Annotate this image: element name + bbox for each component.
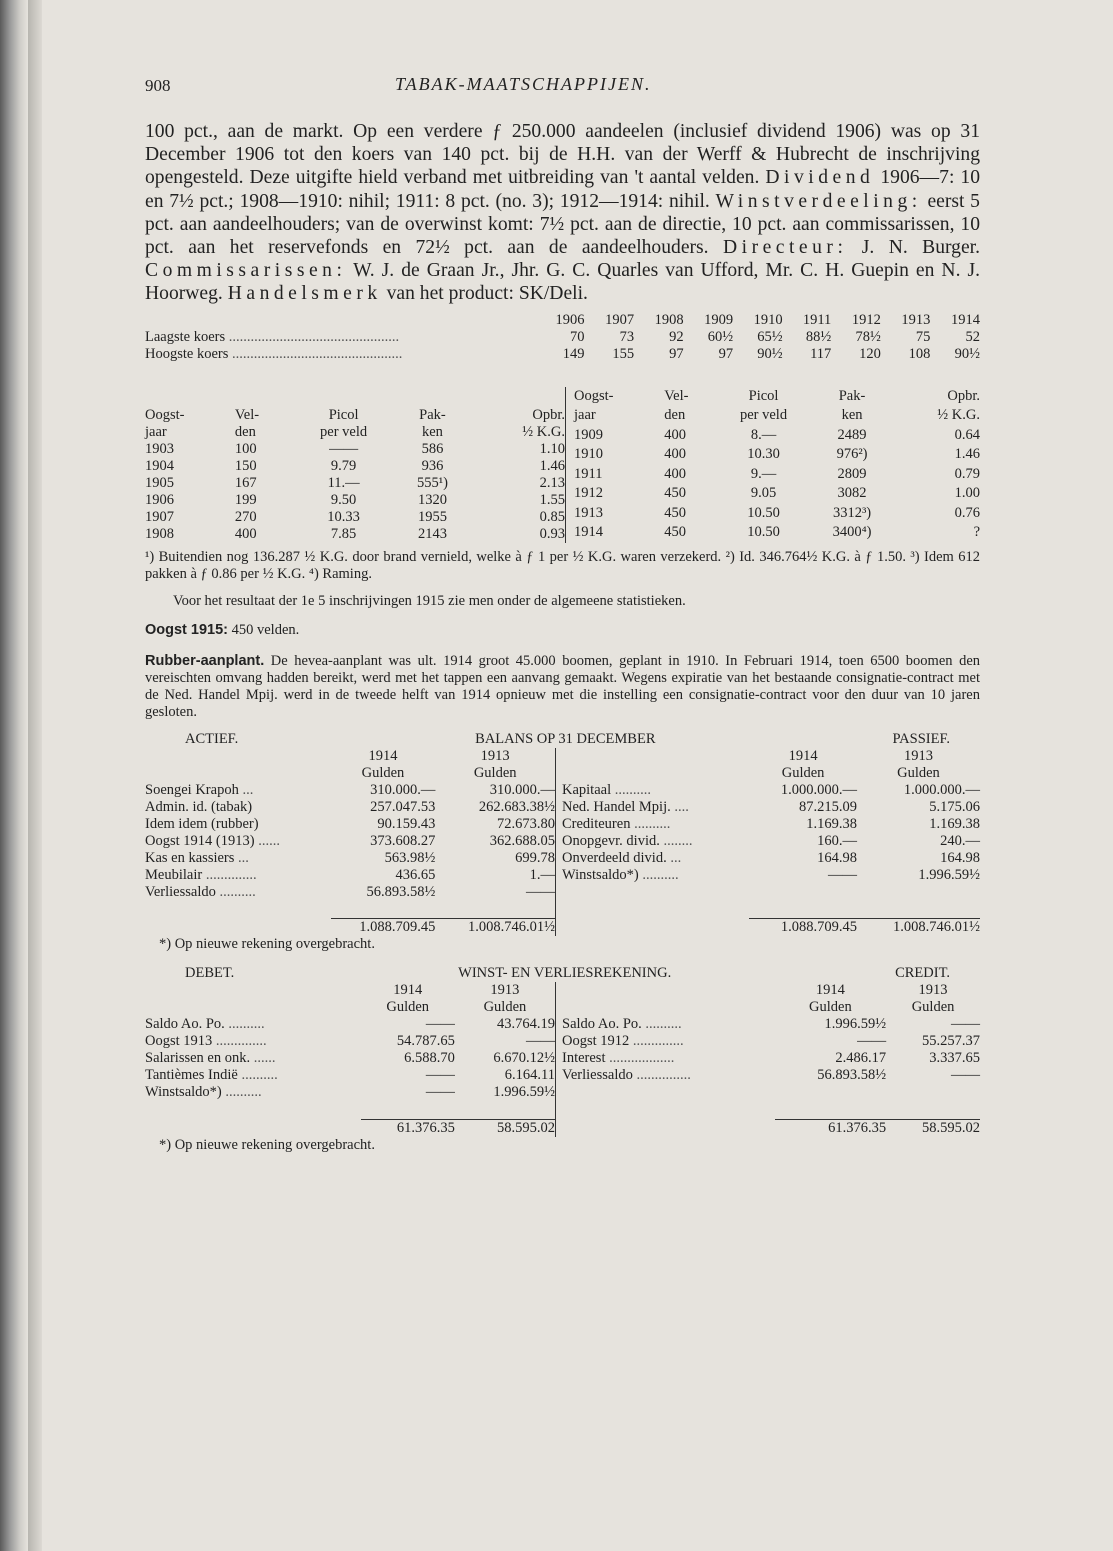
koersen-year-row [145, 312, 980, 329]
col-header: ken [841, 407, 863, 424]
directeur-text: J. N. Burger. [861, 237, 980, 259]
table-row: Admin. id. (tabak) 257.047.53 262.683.38½ [145, 798, 555, 815]
col-header: Picol [328, 406, 359, 423]
balans-sheet [145, 748, 980, 937]
winstverdeeling-label: Winstverdeeling: [715, 190, 922, 212]
winst-debet-table: 1914 1913 Gulden Gulden Saldo Ao. Po. .......... —— 43.764.19 Oogst 1913 .............. 54.787.65 —— Salarissen en onk. ...... 6.588.70 6.670.12½ Tantièmes Indië .......... —— 6.164.11 Winstsaldo*) .......... —— 1.996.59½ 61.376.35 58.595.02 [145, 982, 555, 1136]
table-row: 1909 400 8.— 2489 0.64 [574, 426, 980, 443]
table-row: 1903 100 —— 586 1.10 [145, 440, 565, 457]
table-row: Verliessaldo ............... 56.893.58½ —— [562, 1067, 980, 1084]
table-row: Saldo Ao. Po. .......... —— 43.764.19 [145, 1016, 555, 1033]
winst-center-title: WINST- EN VERLIESREKENING. [458, 965, 672, 982]
table-row: Idem idem (rubber) 90.159.43 72.673.80 [145, 815, 555, 832]
table-row: Crediteuren .......... 1.169.38 1.169.38 [562, 815, 980, 832]
year-cell: 1906 [555, 311, 585, 328]
year-cell: 1909 [704, 311, 734, 328]
value-cell: 90½ [954, 345, 980, 362]
table-row: 1908 400 7.85 2143 0.93 [145, 525, 565, 542]
oogst-footnotes: ¹) Buitendien nog 136.287 ½ K.G. door brand vernield, welke à ƒ 1 per ½ K.G. waren verzekerd. ²) Id. 346.764½ K.G. à ƒ 1.50. ³) Idem 612 pakken à ƒ 0.86 per ½ K.G. ⁴) Raming. [145, 548, 980, 582]
page-header [145, 70, 980, 100]
koersen-row: Laagste koers ............................................... 70 73 92 60½ 65½ 88½ 78½ 75 52 [145, 328, 980, 345]
table-row: Interest .................. 2.486.17 3.337.65 [562, 1050, 980, 1067]
table-row: Oogst 1912 .............. —— 55.257.37 [562, 1033, 980, 1050]
winst-right-title: CREDIT. [895, 965, 950, 982]
winst-sheet [145, 982, 980, 1137]
book-binding [0, 0, 28, 1551]
intro-paragraph [145, 120, 980, 306]
value-cell: 92 [669, 328, 684, 345]
oogst-tables [145, 387, 980, 543]
commissarissen-label: Commissarissen: [145, 260, 347, 282]
year-cell: 1912 [851, 311, 881, 328]
balans-right-title: PASSIEF. [892, 730, 950, 747]
table-row: Winstsaldo*) .......... —— 1.996.59½ [562, 866, 980, 883]
col-header: ½ K.G. [522, 423, 565, 440]
value-cell: 78½ [855, 328, 881, 345]
koersen-table [145, 312, 980, 363]
table-row: Kas en kassiers ... 563.98½ 699.78 [145, 849, 555, 866]
balans-left-title: ACTIEF. [185, 730, 239, 747]
table-row: 1913 450 10.50 3312³) 0.76 [574, 504, 980, 521]
table-row: Oogst 1913 .............. 54.787.65 —— [145, 1033, 555, 1050]
page-edge [28, 0, 42, 1551]
table-row: Winstsaldo*) .......... —— 1.996.59½ [145, 1084, 555, 1101]
oogst-1915-label: Oogst 1915: [145, 621, 228, 638]
page [145, 70, 980, 1154]
col-header: Oogst- [145, 406, 185, 423]
running-title: TABAK-MAATSCHAPPIJEN. [395, 74, 652, 94]
table-row: Onopgevr. divid. ........ 160.— 240.— [562, 832, 980, 849]
value-cell: 155 [612, 345, 635, 362]
winst-footnote: *) Op nieuwe rekening overgebracht. [159, 1136, 375, 1153]
winstverdeeling-text: eerst 5 pct. aan aandeelhouders; van de overwinst komt: 7½ pct. aan de directie, 10 pct. aan commissarissen, 10 pct. aan het reservefonds en 72½ pct. aan de aandeelhouders. [145, 190, 980, 259]
balans-actief-table: 1914 1913 Gulden Gulden Soengei Krapoh ... 310.000.— 310.000.— Admin. id. (tabak) 257.047.53 262.683.38½ Idem idem (rubber) 90.159.43 72.673.80 Oogst 1914 (1913) ...... 373.608.27 362.688.05 Kas en kassiers ... 563.98½ 699.78 Meubilair .............. 436.65 1.— Verliessaldo .......... 56.893.58½ —— 1.088.709.45 1.008.746.01½ [145, 747, 555, 936]
table-row: 1912 450 9.05 3082 1.00 [574, 485, 980, 502]
table-row: Salarissen en onk. ...... 6.588.70 6.670.12½ [145, 1050, 555, 1067]
winst-title-row [145, 965, 980, 982]
balans-passief-table: 1914 1913 Gulden Gulden Kapitaal .......... 1.000.000.— 1.000.000.— Ned. Handel Mpij. .... 87.215.09 5.175.06 Crediteuren .......... 1.169.38 1.169.38 Onopgevr. divid. ........ 160.— 240.— Onverdeeld divid. ... 164.98 164.98 Winstsaldo*) .......... —— 1.996.59½ 1.088.709.45 1.008.746.01½ [555, 748, 980, 937]
value-cell: 70 [570, 328, 585, 345]
year-cell: 1914 [951, 311, 980, 328]
col-header: Vel- [234, 406, 260, 423]
year-cell: 1911 [802, 311, 832, 328]
col-header: Vel- [664, 387, 689, 404]
balans-title-row [145, 731, 980, 748]
row-label: Hoogste koers [145, 345, 229, 362]
col-header: den [664, 407, 686, 424]
value-cell: 90½ [757, 345, 783, 362]
directeur-label: Directeur: [722, 237, 848, 259]
col-header: ½ K.G. [937, 407, 980, 424]
col-header: Opbr. [532, 406, 565, 423]
balans-footnote: *) Op nieuwe rekening overgebracht. [159, 936, 375, 953]
value-cell: 108 [908, 345, 931, 362]
col-header: den [234, 423, 256, 440]
balans-total-row: 1.088.709.45 1.008.746.01½ [780, 919, 980, 936]
value-cell: 52 [965, 328, 980, 345]
table-row: 1914 450 10.50 3400⁴) ? [574, 524, 980, 541]
resultaat-note: Voor het resultaat der 1e 5 inschrijvingen 1915 zie men onder de algemeene statistieken. [173, 592, 686, 609]
oogst-table-right [565, 387, 980, 543]
commissarissen-text: W. J. de Graan Jr., Jhr. G. C. Quarles van Ufford, Mr. C. H. Guepin en N. J. Hoorweg. [145, 260, 981, 305]
col-header: Picol [748, 387, 779, 404]
table-row: Kapitaal .......... 1.000.000.— 1.000.000.— [562, 781, 980, 798]
dividend-label: Dividend [765, 167, 875, 189]
table-row: 1906 199 9.50 1320 1.55 [145, 491, 565, 508]
col-header: jaar [145, 423, 167, 440]
dividend-text: 1906—7: 10 en 7½ pct.; 1908—1910: nihil; 1911: 8 pct. (no. 3); 1912—1914: nihil. [145, 167, 980, 212]
winst-left-title: DEBET. [185, 965, 235, 982]
balans-center-title: BALANS OP 31 DECEMBER [475, 730, 656, 747]
col-header: Pak- [838, 387, 866, 404]
table-row: Verliessaldo .......... 56.893.58½ —— [145, 883, 555, 900]
table-row: Meubilair .............. 436.65 1.— [145, 866, 555, 883]
table-row: Onverdeeld divid. ... 164.98 164.98 [562, 849, 980, 866]
value-cell: 65½ [757, 328, 783, 345]
table-row: 1905 167 11.— 555¹) 2.13 [145, 474, 565, 491]
value-cell: 73 [619, 328, 635, 345]
table-row: Soengei Krapoh ... 310.000.— 310.000.— [145, 781, 555, 798]
col-header: ken [422, 423, 443, 440]
rubber-text: De hevea-aanplant was ult. 1914 groot 45.000 boomen, geplant in 1910. In Februari 1914, toen 6500 boomen den vereischten omvang hadden bereikt, werd met het tappen een aanvang gemaakt. Wegens expiratie van het bestaande consignatie-contract met de Ned. Handel Mpij. werd in de tweede helft van 1914 opnieuw met die instelling een consignatie-contract voor den duur van 10 jaren gesloten. [145, 652, 981, 720]
page-number: 908 [145, 76, 171, 95]
table-row: 1910 400 10.30 976²) 1.46 [574, 446, 980, 463]
oogst-1915 [145, 622, 980, 639]
koersen-row: Hoogste koers ............................................... 149 155 97 97 90½ 117 120 108 90½ [145, 345, 980, 362]
rubber-label: Rubber-aanplant. [145, 652, 265, 669]
intro-text: 100 pct., aan de markt. Op een verdere ƒ 250.000 aandeelen (inclusief dividend 1906) was op 31 December 1906 tot den koers van 140 pct. bij de H.H. van der Werff & Hubrecht de inschrijving opengesteld. Deze uitgifte hield verband met uitbreiding van 't aantal velden. [145, 121, 980, 189]
col-header: jaar [574, 407, 596, 424]
year-cell: 1908 [654, 311, 684, 328]
col-header: Pak- [419, 406, 446, 423]
value-cell: 88½ [805, 328, 832, 345]
table-row: Ned. Handel Mpij. .... 87.215.09 5.175.06 [562, 798, 980, 815]
winst-total-row: 61.376.35 58.595.02 [828, 1119, 980, 1136]
winst-credit-table: 1914 1913 Gulden Gulden Saldo Ao. Po. .......... 1.996.59½ —— Oogst 1912 .............. —— 55.257.37 Interest .................. 2.486.17 3.337.65 Verliessaldo ............... 56.893.58½ —— 61.376.35 58.595.02 [555, 982, 980, 1137]
oogst-table-left [145, 407, 565, 543]
table-row: Saldo Ao. Po. .......... 1.996.59½ —— [562, 1016, 980, 1033]
year-cell: 1913 [901, 311, 931, 328]
table-row: 1904 150 9.79 936 1.46 [145, 457, 565, 474]
winst-total-row: 61.376.35 58.595.02 [396, 1119, 555, 1136]
handelsmerk-text: van het product: SK/Deli. [386, 283, 588, 305]
value-cell: 97 [718, 345, 734, 362]
table-row: 1907 270 10.33 1955 0.85 [145, 508, 565, 525]
value-cell: 149 [562, 345, 585, 362]
year-cell: 1907 [605, 311, 635, 328]
col-header: per veld [739, 407, 788, 424]
table-row: Tantièmes Indië .......... —— 6.164.11 [145, 1067, 555, 1084]
col-header: per veld [320, 423, 368, 440]
col-header: Opbr. [947, 387, 980, 404]
oogst-1915-text: 450 velden. [231, 621, 300, 638]
col-header: Oogst- [574, 387, 614, 404]
value-cell: 75 [915, 328, 931, 345]
value-cell: 117 [810, 345, 832, 362]
year-cell: 1910 [753, 311, 783, 328]
rubber-paragraph [145, 653, 980, 721]
handelsmerk-label: Handelsmerk [227, 283, 382, 305]
value-cell: 120 [859, 345, 881, 362]
table-row: 1911 400 9.— 2809 0.79 [574, 465, 980, 482]
value-cell: 60½ [707, 328, 734, 345]
table-row: Oogst 1914 (1913) ...... 373.608.27 362.688.05 [145, 832, 555, 849]
balans-total-row: 1.088.709.45 1.008.746.01½ [359, 919, 555, 936]
row-label: Laagste koers [145, 328, 226, 345]
value-cell: 97 [669, 345, 684, 362]
